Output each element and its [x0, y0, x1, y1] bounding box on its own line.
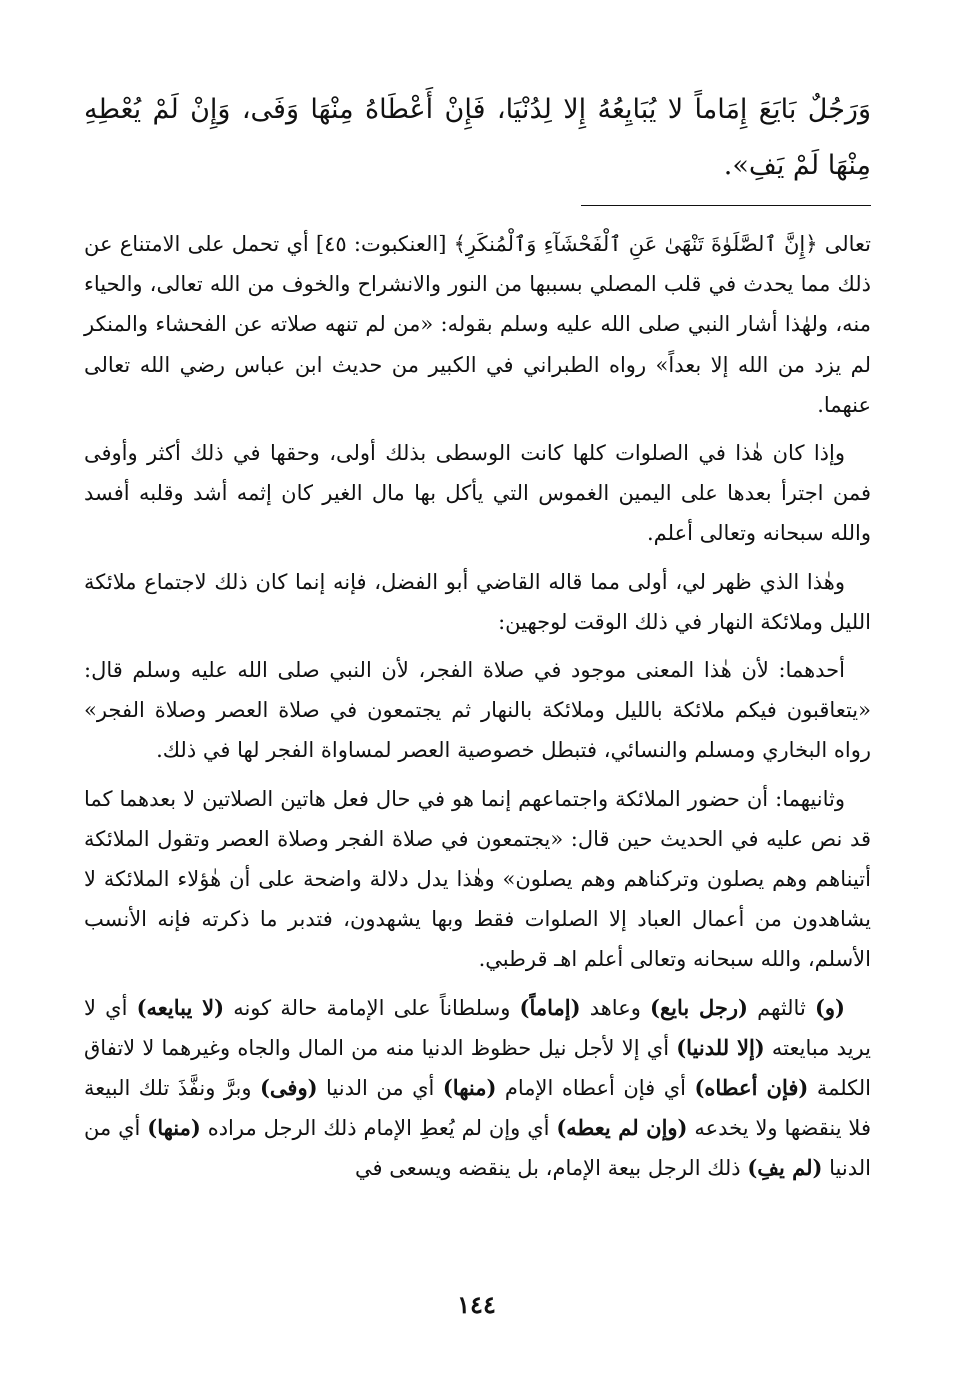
explanation-text: أي إلا لأجل نيل حظوظ الدنيا منه من المال والجاه وغيرهما لا لاتفاق الكلمة	[84, 1035, 872, 1101]
quoted-term: (لا يبايعه)	[136, 994, 225, 1020]
quoted-term: (إماماً)	[519, 994, 581, 1020]
quoted-term: (لم يفِ)	[747, 1155, 823, 1181]
explanation-text: أي من الدنيا	[84, 1116, 871, 1181]
explanation-text: أي وإن لم يُعطِ الإمام ذلك الرجل مراده	[200, 1116, 557, 1141]
hadith-text: وَرَجُلٌ بَايَعَ إِمَاماً لا يُبَايِعُهُ إِلا لِدُنْيَا، فَإِنْ أَعْطَاهُ مِنْهَا وَفَى، وَإِنْ لَمْ يُعْطِهِ مِنْهَا لَمْ يَفِ».	[84, 94, 871, 181]
commentary-paragraph-4: أحدهما: لأن هٰذا المعنى موجود في صلاة الفجر، لأن النبي صلى الله عليه وسلم قال: «يتعاقبون فيكم ملائكة بالليل وملائكة بالنهار ثم يجتمعون في صلاة العصر وصلاة الفجر» رواه البخاري ومسلم والنسائي، فتبطل خصوصية العصر لمساواة الفجر لها في ذلك.	[84, 658, 871, 763]
quoted-term: (وإن لم يعطه)	[556, 1115, 688, 1141]
quoted-term: (رجل بايع)	[650, 994, 748, 1020]
explanation-text: ذلك الرجل بيعة الإمام، بل ينقضه ويسعى في	[355, 1156, 748, 1181]
quoted-term: (و)	[814, 994, 845, 1020]
explanation-text: وعاهد	[580, 995, 651, 1020]
quoted-term: (فإن أعطاه)	[694, 1075, 809, 1101]
explanation-text: ثالثهم	[748, 995, 815, 1020]
explanation-text: وسلطاناً على الإمامة حالة كونه	[224, 995, 520, 1020]
commentary-paragraph-1: تعالى ﴿إِنَّ ٱلصَّلَوٰةَ تَنْهَىٰ عَنِ ٱلْفَحْشَآءِ وَٱلْمُنكَرِ﴾ [العنكبوت: ٤٥] أي تحمل على الامتناع عن ذلك مما يحدث في قلب المصلي بسببها من النور والانشراح والخوف من الله تعالى، والحياء منه، ولهٰذا أشار النبي صلى الله عليه وسلم بقوله: «من لم تنهه صلاته عن الفحشاء والمنكر لم يزد من الله إلا بعداً» رواه الطبراني في الكبير من حديث ابن عباس رضي الله تعالى عنهما.	[84, 232, 872, 417]
commentary-paragraph-3: وهٰذا الذي ظهر لي، أولى مما قاله القاضي أبو الفضل، فإنه إنما كان ذلك لاجتماع ملائكة الليل وملائكة النهار في ذلك الوقت لوجهين:	[84, 569, 871, 634]
explanation-text: أي من الدنيا	[317, 1076, 443, 1101]
quoted-term: (منها)	[147, 1115, 201, 1141]
commentary-paragraph-6	[84, 988, 871, 1189]
explanation-text: أي فإن أعطاه الإمام	[496, 1076, 695, 1101]
quoted-term: (منها)	[442, 1075, 497, 1101]
quoted-term: (إلا للدنيا)	[676, 1034, 765, 1060]
explanation-text: وبرَّ ونفَّذَ تلك البيعة فلا ينقضها ولا يخدعه	[84, 1076, 871, 1141]
explanation-text: أي لا يريد مبايعته	[84, 995, 871, 1060]
commentary-paragraph-5: وثانيهما: أن حضور الملائكة واجتماعهم إنما هو في حال فعل هاتين الصلاتين لا بعدهما كما قد نص عليه في الحديث حين قال: «يجتمعون في صلاة الفجر وصلاة العصر وتقول الملائكة أتيناهم وهم يصلون وتركناهم وهم يصلون» وهٰذا يدل دلالة واضحة على أن هٰؤلاء الملائكة لا يشاهدون من أعمال العباد إلا الصلوات فقط وبها يشهدون، فتدبر ما ذكرته فإنه الأنسب الأسلم، والله سبحانه وتعالى أعلم اهـ قرطبي.	[84, 786, 871, 972]
commentary-section	[84, 224, 871, 1189]
quoted-term: (وفى)	[259, 1075, 318, 1101]
footnote-divider	[581, 205, 871, 206]
commentary-paragraph-2: وإذا كان هٰذا في الصلوات كلها كانت الوسطى بذلك أولى، وحقها في ذلك أكثر وأوفى فمن اجترأ بعدها على اليمين الغموس التي يأكل بها مال الغير كان إثمه أشد وقلبه أفسد والله سبحانه وتعالى أعلم.	[84, 441, 871, 546]
page-number: ١٤٤	[457, 1290, 496, 1319]
